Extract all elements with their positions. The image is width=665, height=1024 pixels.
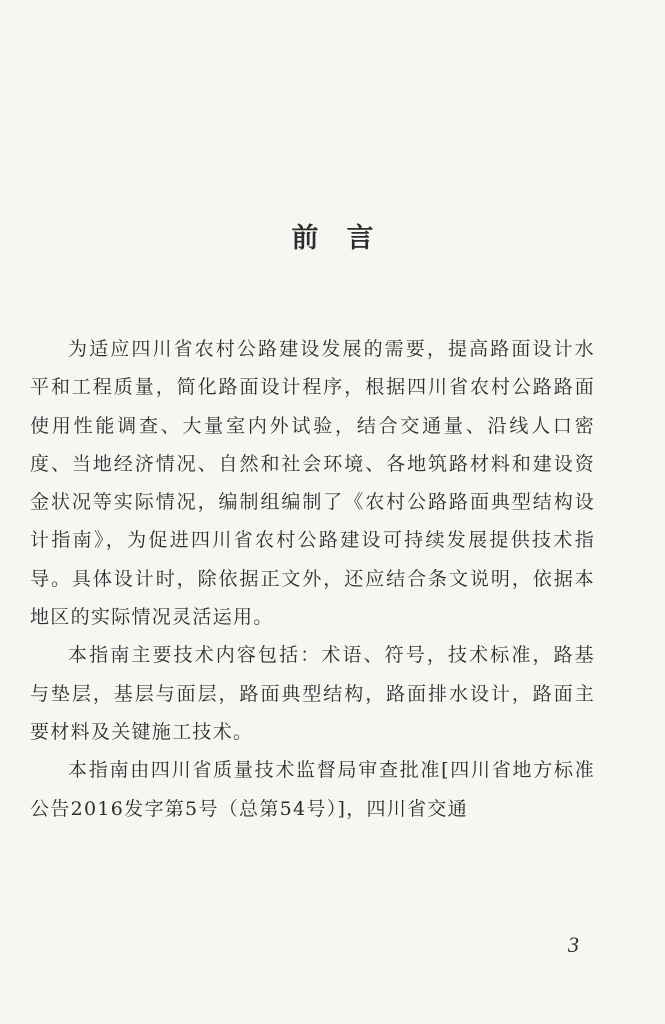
paragraph-intro: 为适应四川省农村公路建设发展的需要，提高路面设计水平和工程质量，简化路面设计程序，根据四川省农村公路路面使用性能调查、大量室内外试验，结合交通量、沿线人口密度、当地经济情况、自然和社会环境、各地筑路材料和建设资金状况等实际情况，编制组编制了《农村公路路面典型结构设计指南》，为促进四川省农村公路建设可持续发展提供技术指导。具体设计时，除依据正文外，还应结合条文说明，依据本地区的实际情况灵活运用。 <box>30 338 595 629</box>
page-title: 前言 <box>291 223 402 254</box>
paragraph-contents: 本指南主要技术内容包括：术语、符号，技术标准，路基与垫层，基层与面层，路面典型结构，路面排水设计，路面主要材料及关键施工技术。 <box>30 644 595 743</box>
paragraph-approval: 本指南由四川省质量技术监督局审查批准[四川省地方标准公告2016发字第5号（总第54号）]，四川省交通 <box>30 759 595 820</box>
page-number: 3 <box>568 932 579 957</box>
body-text <box>30 330 595 828</box>
